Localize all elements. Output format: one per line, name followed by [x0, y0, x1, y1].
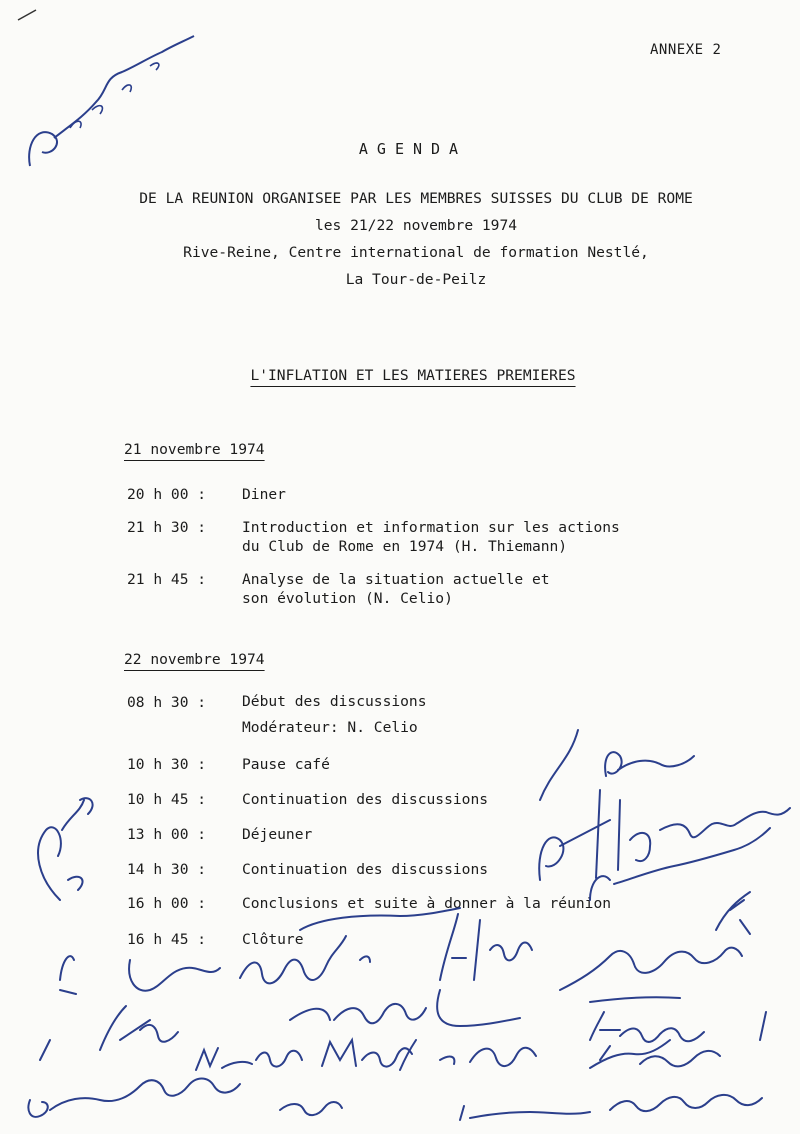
agenda-time: 13 h 00 : [127, 826, 207, 843]
heading-line-1: DE LA REUNION ORGANISEE PAR LES MEMBRES SUISSES DU CLUB DE ROME [139, 190, 693, 207]
agenda-text: Déjeuner [242, 826, 313, 843]
signature-row2-b [290, 990, 520, 1026]
agenda-time: 21 h 30 : [127, 519, 207, 536]
agenda-time: 08 h 30 : [127, 694, 207, 711]
agenda-text: Début des discussions Modérateur: N. Celio [242, 693, 427, 736]
agenda-text: Introduction et information sur les actions du Club de Rome en 1974 (H. Thiemann) [242, 519, 620, 555]
heading-line-4: La Tour-de-Peilz [345, 271, 487, 288]
agenda-text: Conclusions et suite à donner à la réunion [242, 895, 612, 912]
signature-row2-a [40, 1006, 178, 1060]
signature-winterberger [28, 1079, 240, 1117]
agenda-text: Continuation des discussions [242, 861, 489, 878]
day-date: 22 novembre 1974 [124, 651, 265, 668]
signature-row4-b [280, 1102, 342, 1115]
signature-tunod [440, 1048, 536, 1066]
agenda-time: 14 h 30 : [127, 861, 207, 878]
subject-text: L'INFLATION ET LES MATIERES PREMIERES [250, 367, 576, 384]
signature-row1-a [60, 956, 220, 994]
signature-thiemann [539, 790, 790, 880]
signature-row1-b [240, 936, 370, 983]
agenda-time: 16 h 00 : [127, 895, 207, 912]
agenda-time: 21 h 45 : [127, 571, 207, 588]
agenda-text: Pause café [242, 756, 330, 773]
heading-line-2: les 21/22 novembre 1974 [314, 217, 518, 234]
signature-w-fuchs [196, 1048, 302, 1070]
agenda-text: Clôture [242, 931, 304, 948]
agenda-text: Continuation des discussions [242, 791, 489, 808]
day-date: 21 novembre 1974 [124, 441, 265, 458]
agenda-time: 10 h 30 : [127, 756, 207, 773]
signature-top-right [540, 730, 694, 800]
signature-schaefer [590, 1040, 720, 1068]
signature-row1-d [560, 948, 742, 1002]
signature-row4-d [610, 1095, 762, 1111]
signature-right-small [716, 892, 750, 934]
agenda-text: Diner [242, 486, 286, 503]
document-title: AGENDA [358, 140, 468, 158]
signature-reverdin [300, 908, 460, 930]
annex-label: ANNEXE 2 [650, 42, 722, 58]
signature-row4-c [460, 1106, 590, 1120]
agenda-time: 20 h 00 : [127, 486, 207, 503]
signature-hans-schwarz [590, 1012, 766, 1042]
agenda-time: 10 h 45 : [127, 791, 207, 808]
agenda-text: Analyse de la situation actuelle et son évolution (N. Celio) [242, 571, 550, 607]
signature-hauschlerin [590, 828, 770, 900]
signature-mast [322, 1040, 416, 1070]
signature-celio [38, 798, 93, 900]
heading-line-3: Rive-Reine, Centre international de formation Nestlé, [183, 244, 649, 261]
signature-row1-c [440, 914, 532, 980]
agenda-time: 16 h 45 : [127, 931, 207, 948]
